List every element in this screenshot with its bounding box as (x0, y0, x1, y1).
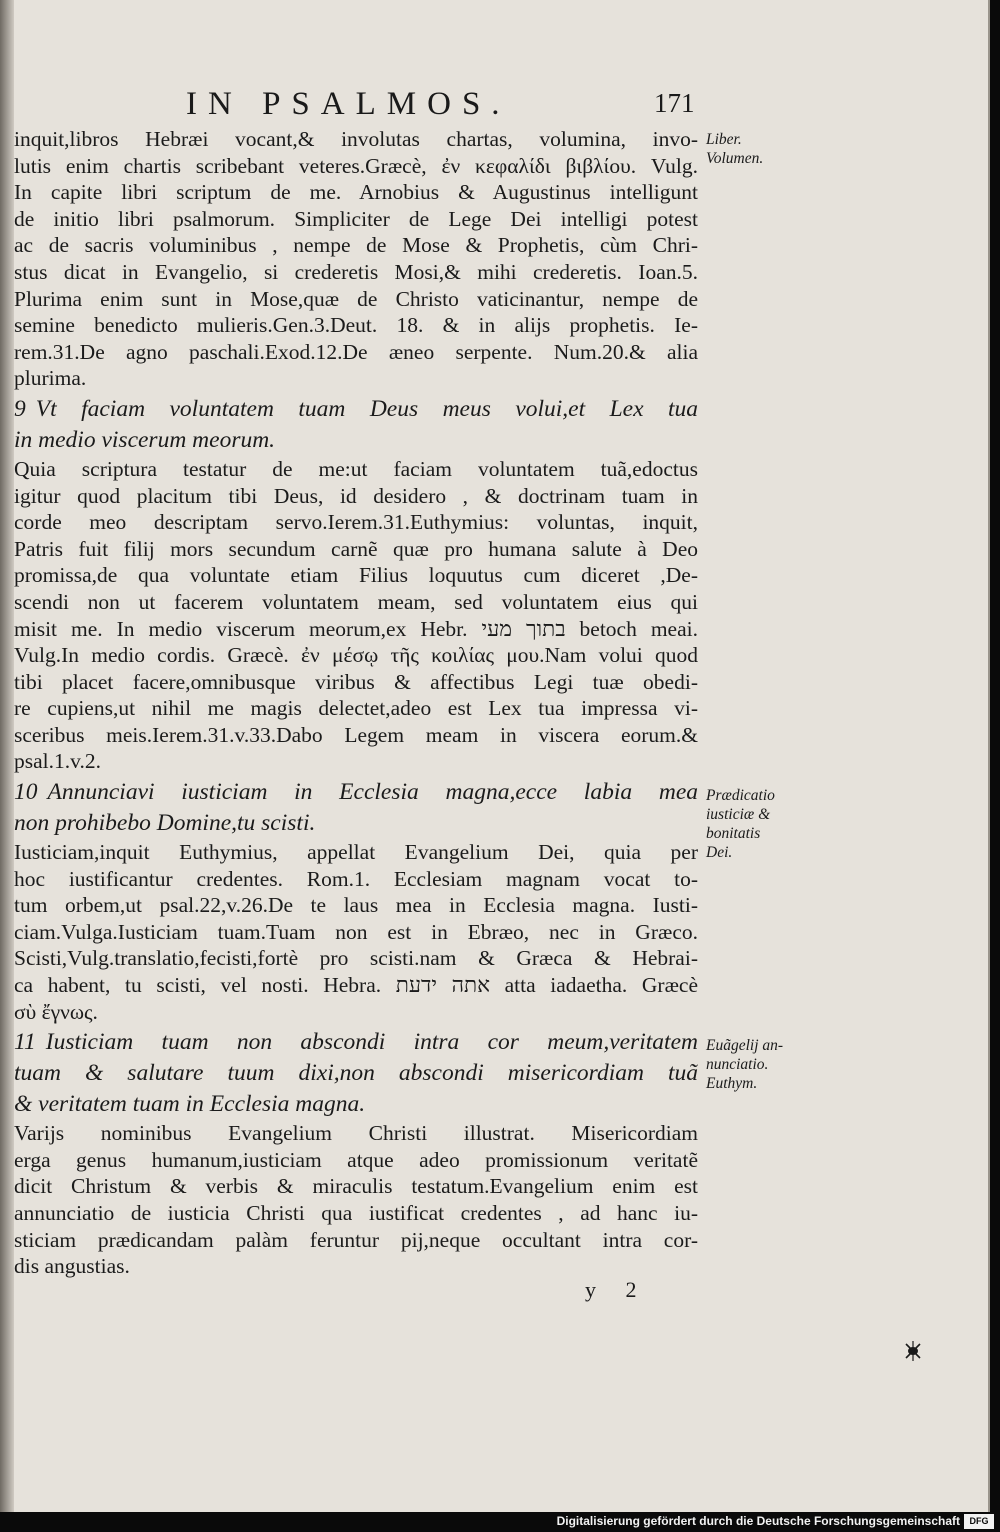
verse-line (14, 394, 698, 425)
text-line: tum orbem,ut psal.22,v.26.De te laus mea in Ecclesia magna. Iusti- (14, 893, 698, 918)
text-line: Vulg.In medio cordis. Græcè. ἐν μέσῳ τῆς κοιλίας μου.Nam volui quod (14, 643, 698, 668)
verse-line (14, 808, 698, 839)
text-line: inquit,libros Hebræi vocant,& involutas chartas, volumina, invo- (14, 127, 698, 151)
text-line: ac de sacris voluminibus , nempe de Mose & Prophetis, cùm Chri- (14, 233, 698, 258)
page-header (0, 78, 988, 126)
verse-line (14, 1027, 698, 1058)
dfg-logo: DFG (964, 1514, 994, 1529)
verse-line (14, 425, 698, 456)
text-line: plurima. (14, 366, 87, 391)
main-text-column (14, 126, 698, 1280)
margin-note-line: Dei. (706, 844, 733, 861)
verse-line (14, 1089, 698, 1120)
margin-note-line: Euãgelij an- (706, 1037, 784, 1054)
text-line: de initio libri psalmorum. Simpliciter de Lege Dei intelligi potest (14, 206, 698, 231)
signature-mark: y 2 (585, 1277, 649, 1302)
footer-credit: Digitalisierung gefördert durch die Deutsche Forschungsgemeinschaft (556, 1514, 960, 1528)
text-line: scendi non ut facerem voluntatem meam, sed voluntatem eius qui (14, 589, 698, 614)
commentary-block-1 (14, 126, 698, 392)
text-line: promissa,de qua voluntate etiam Filius loquutus cum diceret ,De- (14, 563, 698, 588)
text-line: Patris fuit filij mors secundum carnẽ quæ pro humana salute à Deo (14, 536, 698, 561)
text-line: sceribus meis.Ierem.31.v.33.Dabo Legem meam in viscera eorum.& (14, 722, 698, 747)
margin-note-line: Liber. (706, 131, 742, 148)
text-line: Quia scriptura testatur de me:ut faciam voluntatem tuã,edoctus (14, 456, 698, 481)
text-line: σὺ ἔγνως. (14, 999, 98, 1024)
margin-note-praedicatio (706, 786, 775, 862)
text-line: lutis enim chartis scribebant veteres.Græcè, ἐν κεφαλίδι βιβλίου. Vulg. (14, 153, 698, 178)
margin-note-line: Prædicatio (706, 787, 775, 804)
text-line: tibi placet facere,omnibusque viribus & affectibus Legi tuæ obedi- (14, 669, 698, 694)
text-line: igitur quod placitum tibi Deus, id desidero , & doctrinam tuam in (14, 483, 698, 508)
text-line: In capite libri scriptum de me. Arnobius & Augustinus intelligunt (14, 180, 698, 205)
text-line: rem.31.De agno paschali.Exod.12.De æneo serpente. Num.20.& alia (14, 339, 698, 364)
verse-text: in medio viscerum meorum. (14, 426, 276, 453)
text-line: stus dicat in Evangelio, si crederetis Mosi,& mihi crederetis. Ioan.5. (14, 259, 698, 284)
text-line: corde meo descriptam servo.Ierem.31.Euthymius: voluntas, inquit, (14, 510, 698, 535)
text-line: annunciatio de iusticia Christi qua iustificat credentes , ad hanc iu- (14, 1201, 698, 1225)
insect-speck-icon (900, 1338, 926, 1364)
verse-11 (14, 1027, 698, 1120)
margin-note-line: iusticiæ & (706, 806, 771, 823)
page-gutter-shadow (0, 0, 14, 1512)
text-line: dicit Christum & verbis & miraculis testatum.Evangelium enim est (14, 1174, 698, 1199)
verse-number: 10 (14, 779, 38, 806)
digitization-footer (0, 1512, 1000, 1532)
margin-note-line: nunciatio. (706, 1056, 769, 1073)
text-line: semine benedicto mulieris.Gen.3.Deut. 18. & in alijs prophetis. Ie- (14, 313, 698, 338)
text-line: re cupiens,ut nihil me magis delectet,adeo est Lex tua impressa vi- (14, 696, 698, 721)
page-number: 171 (654, 88, 695, 118)
verse-text: Iusticiam tuam non abscondi intra cor meum,veritatem (45, 1029, 698, 1056)
verse-text: & veritatem tuam in Ecclesia magna. (14, 1091, 366, 1118)
commentary-block-4 (14, 1120, 698, 1280)
margin-note-line: Euthym. (706, 1075, 758, 1092)
text-line: hoc iustificantur credentes. Rom.1. Ecclesiam magnam vocat to- (14, 866, 698, 891)
text-line: ciam.Vulga.Iusticiam tuam.Tuam non est in Ebræo, nec in Græco. (14, 919, 698, 944)
margin-note-evangelii (706, 1036, 783, 1093)
verse-10 (14, 777, 698, 839)
text-line: dis angustias. (14, 1254, 130, 1279)
text-line: Iusticiam,inquit Euthymius, appellat Evangelium Dei, quia per (14, 840, 698, 865)
verse-number: 11 (14, 1029, 36, 1056)
text-line: Scisti,Vulg.translatio,fecisti,fortè pro scisti.nam & Græca & Hebrai- (14, 946, 698, 971)
verse-text: Annunciavi iusticiam in Ecclesia magna,ecce labia mea (47, 779, 698, 806)
margin-note-liber (706, 130, 763, 168)
commentary-block-3 (14, 839, 698, 1025)
verse-line (14, 1058, 698, 1089)
text-line: ca habent, tu scisti, vel nosti. Hebra. אתה ידעת atta iadaetha. Græcè (14, 973, 698, 998)
text-line: misit me. In medio viscerum meorum,ex Hebr. בתוך מעי betoch meai. (14, 616, 698, 641)
running-head: IN PSALMOS. (186, 86, 511, 122)
text-line: erga genus humanum,iusticiam atque adeo promissionum veritatẽ (14, 1147, 698, 1172)
text-line: Varijs nominibus Evangelium Christi illustrat. Misericordiam (14, 1121, 698, 1146)
margin-note-line: bonitatis (706, 825, 761, 842)
text-line: psal.1.v.2. (14, 749, 101, 774)
verse-line (14, 777, 698, 808)
verse-text: non prohibebo Domine,tu scisti. (14, 810, 316, 837)
text-line: Plurima enim sunt in Mose,quæ de Christo vaticinantur, nempe de (14, 286, 698, 311)
text-line: sticiam prædicandam palàm feruntur pij,neque occultant intra cor- (14, 1227, 698, 1252)
verse-number: 9 (14, 395, 26, 422)
margin-note-line: Volumen. (706, 150, 764, 167)
verse-text: tuam & salutare tuum dixi,non abscondi misericordiam tuã (14, 1060, 698, 1087)
verse-9 (14, 394, 698, 456)
commentary-block-2 (14, 456, 698, 775)
verse-text: Vt faciam voluntatem tuam Deus meus volui,et Lex tua (35, 395, 698, 422)
